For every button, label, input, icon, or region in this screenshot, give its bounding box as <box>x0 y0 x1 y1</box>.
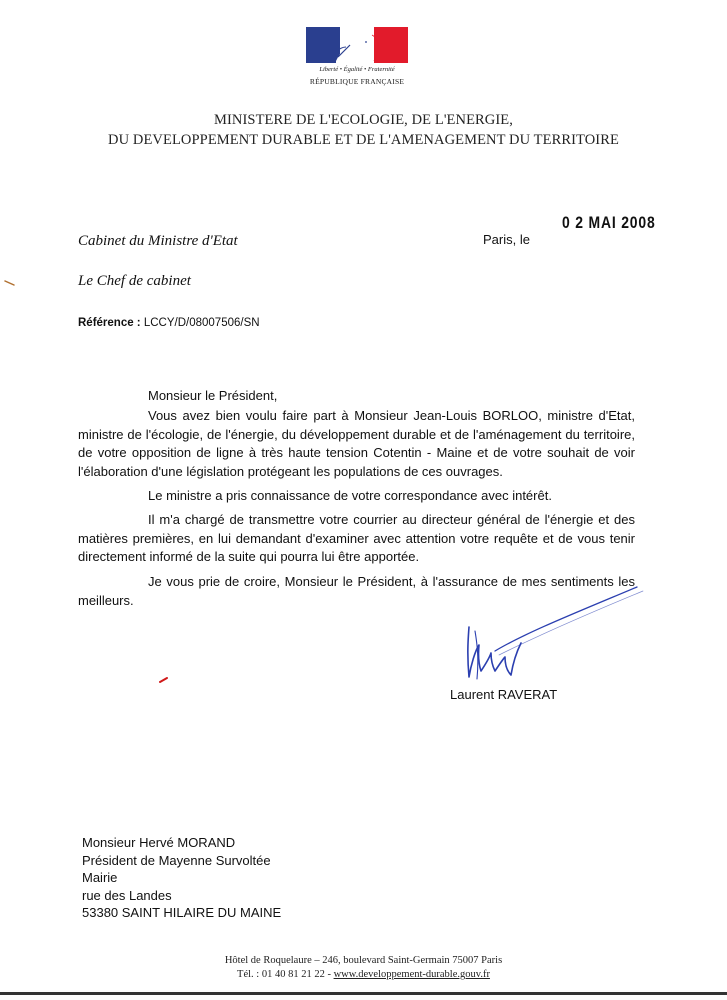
ministry-title-line2: DU DEVELOPPEMENT DURABLE ET DE L'AMENAGEMENT DU TERRITOIRE <box>108 132 619 148</box>
republic-name: RÉPUBLIQUE FRANÇAISE <box>309 77 405 86</box>
tricolor-emblem <box>306 27 408 63</box>
reference-value: LCCY/D/08007506/SN <box>143 317 260 329</box>
footer-website-link[interactable]: www.developpement-durable.gouv.fr <box>333 969 490 980</box>
letter-paragraph-4: Je vous prie de croire, Monsieur le Président, à l'assurance de mes sentiments les meilleurs. <box>78 574 635 608</box>
addressee-line-5: 53380 SAINT HILAIRE DU MAINE <box>82 905 282 920</box>
reference-label: Référence : <box>78 317 141 329</box>
letter-paragraph-1: Vous avez bien voulu faire part à Monsieur Jean-Louis BORLOO, ministre d'Etat, ministre de l'écologie, de l'énergie, du développement durable et de l'aménagement du territoire, de votre opposition de ligne à très haute tension Cotentin - Maine et de votre souhait de voir l'élaboration d'une législation protégeant les populations de ces ouvrages. <box>78 408 635 479</box>
letter-paragraph-2: Le ministre a pris connaissance de votre correspondance avec intérêt. <box>148 488 552 503</box>
letter-salutation: Monsieur le Président, <box>148 388 278 403</box>
reference-line <box>78 317 260 329</box>
signer-name: Laurent RAVERAT <box>450 687 558 702</box>
footer-contact <box>0 968 727 982</box>
republic-motto: Liberté • Égalité • Fraternité <box>319 66 395 73</box>
addressee-block <box>82 834 281 922</box>
ministry-title-line1: MINISTERE DE L'ECOLOGIE, DE L'ENERGIE, <box>214 112 513 128</box>
marianne-logo <box>306 27 408 93</box>
scan-speck <box>158 676 170 684</box>
bottom-rule <box>0 992 727 995</box>
date-stamp: 0 2 MAI 2008 <box>562 213 656 232</box>
addressee-line-4: rue des Landes <box>82 887 172 903</box>
letter-footer <box>0 954 727 982</box>
footer-address: Hôtel de Roquelaure – 246, boulevard Saint-Germain 75007 Paris <box>224 955 503 966</box>
letter-paragraph-3: Il m'a chargé de transmettre votre courrier au directeur général de l'énergie et des matières premières, en lui demandant d'examiner avec attention votre requête et de vous tenir directement informé de la suite qui pourra lui être apportée. <box>78 512 635 564</box>
signature-strokes <box>455 585 655 685</box>
scan-speck <box>4 279 16 287</box>
addressee-line-3: Mairie <box>82 870 118 885</box>
date-label: Paris, le <box>483 232 530 247</box>
addressee-line-2: Président de Mayenne Survoltée <box>82 852 271 868</box>
sender-cabinet: Cabinet du Ministre d'Etat <box>78 233 238 249</box>
addressee-line-1: Monsieur Hervé MORAND <box>82 835 236 850</box>
handwritten-signature <box>455 585 655 685</box>
sender-title: Le Chef de cabinet <box>78 273 191 289</box>
footer-phone: Tél. : 01 40 81 21 22 - <box>237 969 331 980</box>
